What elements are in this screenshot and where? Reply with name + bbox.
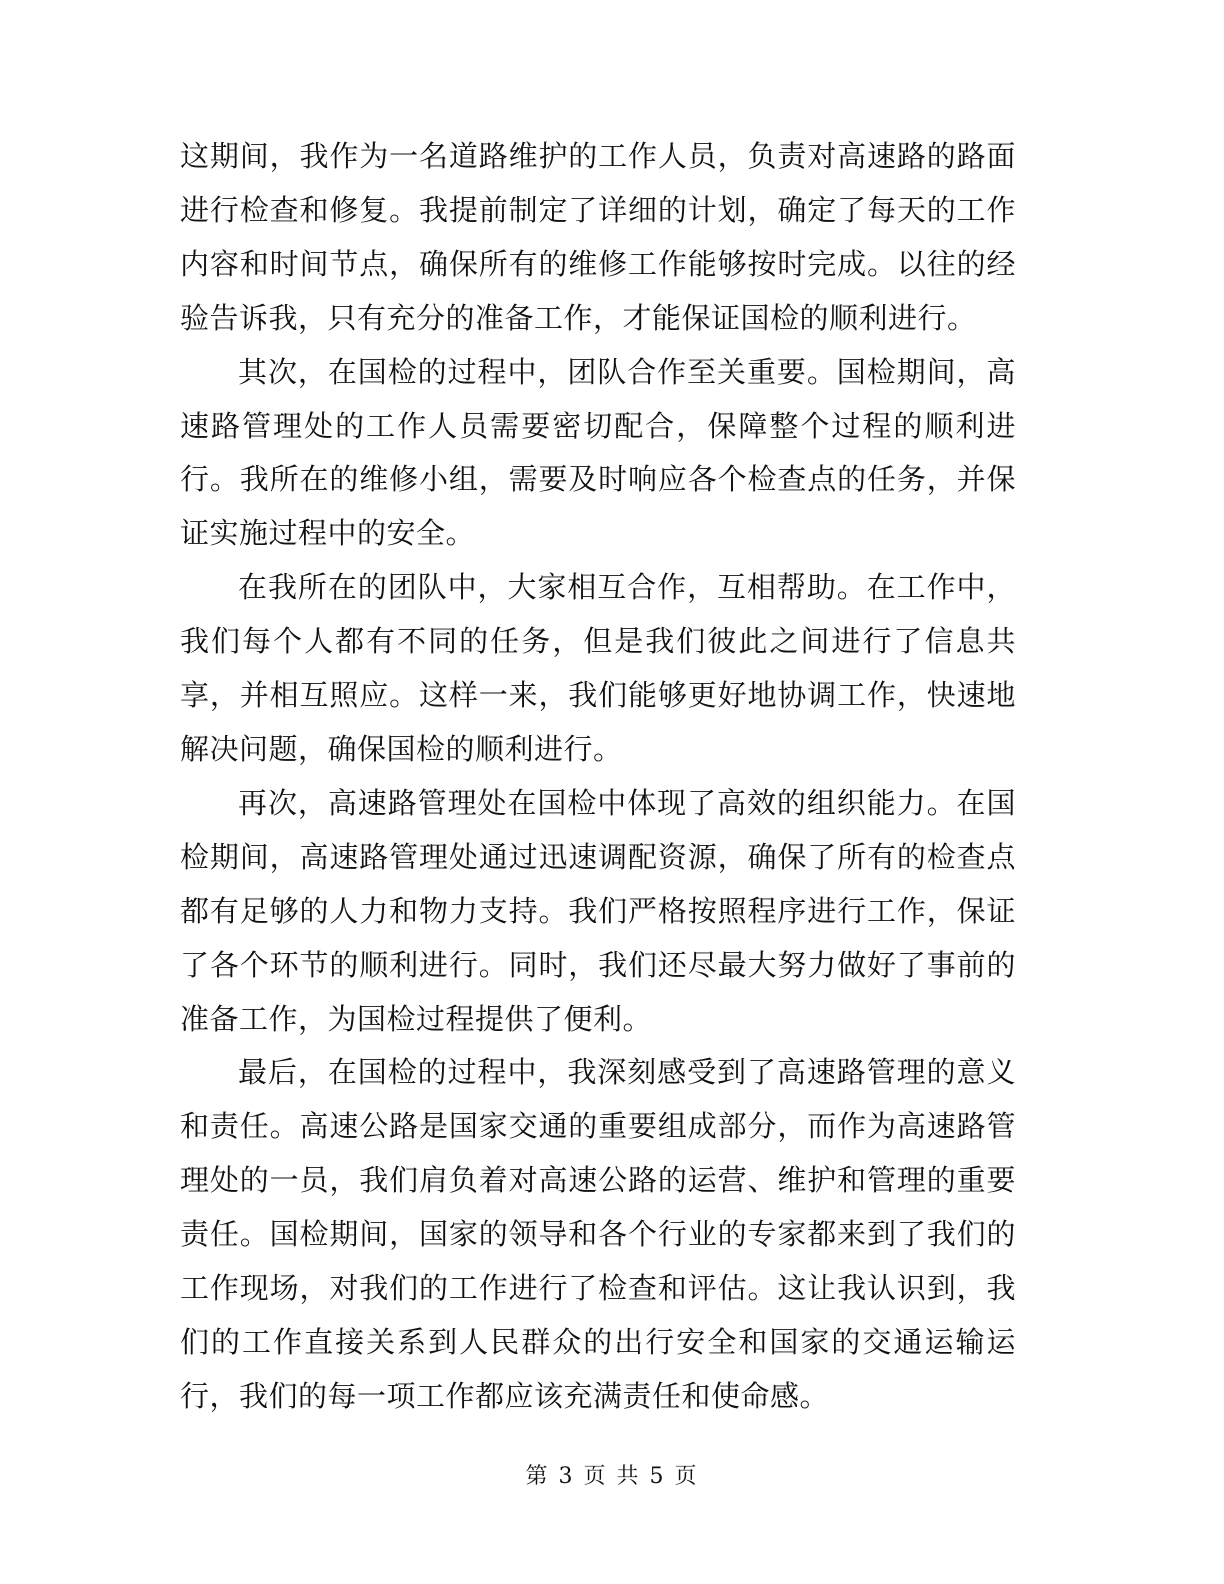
document-body	[180, 130, 1016, 1424]
paragraph-organization: 再次，高速路管理处在国检中体现了高效的组织能力。在国检期间，高速路管理处通过迅速调配资源，确保了所有的检查点都有足够的人力和物力支持。我们严格按照程序进行工作，保证了各个环节的顺利进行。同时，我们还尽最大努力做好了事前的准备工作，为国检过程提供了便利。	[180, 785, 1016, 1036]
paragraph-responsibility: 最后，在国检的过程中，我深刻感受到了高速路管理的意义和责任。高速公路是国家交通的重要组成部分，而作为高速路管理处的一员，我们肩负着对高速公路的运营、维护和管理的重要责任。国检期间，国家的领导和各个行业的专家都来到了我们的工作现场，对我们的工作进行了检查和评估。这让我认识到，我们的工作直接关系到人民群众的出行安全和国家的交通运输运行，我们的每一项工作都应该充满责任和使命感。	[180, 1055, 1016, 1413]
page-number: 第 3 页 共 5 页	[525, 1464, 699, 1489]
paragraph-team-cooperation: 在我所在的团队中，大家相互合作，互相帮助。在工作中，我们每个人都有不同的任务，但是我们彼此之间进行了信息共享，并相互照应。这样一来，我们能够更好地协调工作，快速地解决问题，确保国检的顺利进行。	[180, 570, 1016, 766]
paragraph-continuation: 这期间，我作为一名道路维护的工作人员，负责对高速路的路面进行检查和修复。我提前制定了详细的计划，确定了每天的工作内容和时间节点，确保所有的维修工作能够按时完成。以往的经验告诉我，只有充分的准备工作，才能保证国检的顺利进行。	[180, 139, 1016, 335]
page-footer	[0, 1462, 1224, 1492]
paragraph-teamwork: 其次，在国检的过程中，团队合作至关重要。国检期间，高速路管理处的工作人员需要密切配合，保障整个过程的顺利进行。我所在的维修小组，需要及时响应各个检查点的任务，并保证实施过程中的安全。	[180, 354, 1016, 551]
